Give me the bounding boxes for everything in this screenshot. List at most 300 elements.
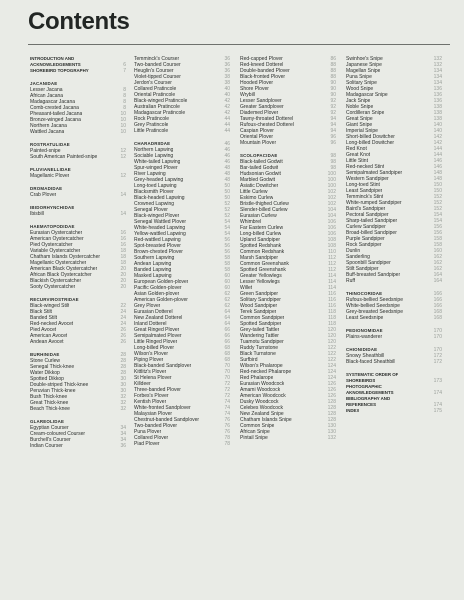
page-number: 10 (120, 111, 126, 117)
page-number: 148 (433, 170, 442, 176)
entry-name: American Oystercatcher (30, 236, 84, 242)
entry-name: Temminck's Stint (346, 194, 384, 200)
entry-name: Black-faced Sheathbill (346, 359, 396, 365)
page-number: 62 (224, 291, 230, 297)
entry-name: Rock Sandpiper (346, 242, 382, 248)
entry-name: Violet-tipped Courser (134, 74, 181, 80)
page-number: 100 (327, 177, 336, 183)
entry-name: Shore Plover (240, 86, 269, 92)
page-number: 128 (327, 405, 336, 411)
page-number: 132 (433, 56, 442, 62)
entry-name: Tawny-throated Dotterel (240, 116, 294, 122)
entry-name: Great Thick-knee (30, 400, 69, 406)
entry-name: Greater Yellowlegs (240, 273, 282, 279)
entry-name: Marbled Godwit (240, 177, 276, 183)
entry-name: Long-toed Stint (346, 182, 380, 188)
page-number: 134 (433, 74, 442, 80)
page-number: 162 (433, 254, 442, 260)
entry-name: Two-banded Courser (134, 62, 181, 68)
entry-name: CHIONIDIDAE (346, 347, 378, 352)
entry-name: THINOCORIDAE (346, 291, 383, 296)
page-number: 156 (433, 224, 442, 230)
page-number: 170 (433, 347, 442, 353)
page-number: 112 (328, 261, 336, 267)
contents-entry (30, 192, 126, 198)
entry-name: PLUVIANELLIDAE (30, 167, 71, 172)
entry-name: AKNOWLEDGEMENTS (346, 390, 394, 395)
entry-name: Pectoral Sandpiper (346, 212, 389, 218)
entry-name: Spotted Sandpiper (240, 321, 282, 327)
page-number: 160 (433, 248, 442, 254)
entry-name: Puna Snipe (346, 74, 372, 80)
page-number: 46 (224, 147, 230, 153)
page-number: 60 (224, 279, 230, 285)
page-number: 116 (328, 297, 336, 303)
entry-name: Swinhoe's Snipe (346, 56, 383, 62)
entry-name: Little Ringed Plover (134, 339, 178, 345)
entry-name: White-headed Lapwing (134, 225, 186, 231)
entry-name: Wandering Tattler (240, 333, 279, 339)
entry-name: Little Curlew (240, 189, 268, 195)
page-number: 138 (433, 110, 442, 116)
page-number: 138 (433, 104, 442, 110)
page-number: 144 (433, 146, 442, 152)
entry-name: Comb-crested Jacana (30, 105, 79, 111)
entry-name: Lesser Jacana (30, 87, 63, 93)
entry-name: River Lapwing (134, 171, 166, 177)
page-number: 78 (224, 435, 230, 441)
page-number: 150 (433, 182, 442, 188)
entry-name: European Golden-plover (134, 279, 189, 285)
page-number: 122 (327, 351, 336, 357)
entry-name: Pacific Golden-plover (134, 285, 182, 291)
entry-name: Snowy Sheathbill (346, 353, 385, 359)
page-number: 68 (224, 345, 230, 351)
page-number: 92 (330, 104, 336, 110)
contents-entry (30, 339, 126, 345)
page-number: 12 (120, 148, 126, 154)
contents-section (30, 167, 126, 179)
page-number: 44 (224, 116, 230, 122)
entry-name: Least Sandpiper (346, 188, 383, 194)
entry-name: Eurasian Curlew (240, 213, 277, 219)
contents-entry (134, 128, 230, 134)
page-number: 148 (433, 176, 442, 182)
entry-name: Peruvian Thick-knee (30, 388, 76, 394)
page-number: 7 (123, 68, 126, 74)
entry-name: Curlew Sandpiper (346, 224, 386, 230)
page-number: 32 (120, 400, 126, 406)
page-number: 54 (224, 219, 230, 225)
entry-name: Kittlitz's Plover (134, 369, 167, 375)
page-number: 46 (224, 141, 230, 147)
entry-name: Bush Thick-knee (30, 394, 68, 400)
page-number: 172 (433, 359, 442, 365)
page-number: 24 (120, 309, 126, 315)
page-number: 158 (433, 242, 442, 248)
page-number: 14 (120, 192, 126, 198)
entry-name: Crab Plover (30, 192, 57, 198)
page-number: 94 (330, 128, 336, 134)
entry-name: Black Stilt (30, 309, 52, 315)
entry-name: Killdeer (134, 381, 151, 387)
entry-name: Piad Plover (134, 441, 160, 447)
page-number: 116 (328, 291, 336, 297)
entry-name: Spoonbill Sandpiper (346, 260, 391, 266)
entry-name: Black-winged Plover (134, 213, 180, 219)
page-number: 28 (120, 364, 126, 370)
entry-name: Puna Plover (134, 429, 162, 435)
entry-name: Bronze-winged Jacana (30, 117, 81, 123)
entry-name: Senegal Wattled Plover (134, 219, 187, 225)
entry-name: Upland Sandpiper (240, 237, 281, 243)
page-number: 74 (224, 411, 230, 417)
entry-name: Kentish Plover (134, 399, 167, 405)
page-number: 112 (328, 255, 336, 261)
page-number: 32 (120, 406, 126, 412)
entry-name: Ruff (346, 278, 356, 284)
page-number: 114 (328, 285, 336, 291)
entry-name: Grey-tailed Tattler (240, 327, 280, 333)
page-number: 48 (224, 171, 230, 177)
contents-entry (30, 406, 126, 412)
entry-name: Lesser Sandplover (240, 98, 282, 104)
entry-name: Indian Courser (30, 443, 63, 449)
entry-name: INTRODUCTION AND (30, 56, 75, 61)
entry-name: American Black Oystercatcher (30, 266, 98, 272)
page-number: 26 (120, 333, 126, 339)
page-number: 36 (120, 443, 126, 449)
page-number: 92 (330, 110, 336, 116)
contents-section (346, 56, 442, 284)
page-number: 156 (433, 230, 442, 236)
entry-name: Jerdon's Courser (134, 80, 172, 86)
entry-name: Sanderling (346, 254, 370, 260)
page-number: 144 (433, 152, 442, 158)
page-number: 138 (433, 116, 442, 122)
entry-name: Blackish Oystercatcher (30, 278, 82, 284)
page-number: 102 (327, 195, 336, 201)
page-number: 76 (224, 423, 230, 429)
entry-name: Bristle-thighed Curlew (240, 201, 289, 207)
contents-section (30, 419, 126, 449)
page-number: 128 (327, 411, 336, 417)
entry-name: Hudsonian Godwit (240, 171, 281, 177)
contents-entry (30, 211, 126, 217)
entry-name: Forbes's Plover (134, 393, 169, 399)
entry-name: Andean Avocet (30, 339, 64, 345)
page-number: 76 (224, 429, 230, 435)
entry-name: Solitary Snipe (346, 80, 377, 86)
page-number: 90 (330, 80, 336, 86)
page-number: 8 (123, 87, 126, 93)
entry-name: Long-toed Lapwing (134, 183, 177, 189)
page-number: 62 (224, 297, 230, 303)
page-number: 34 (120, 437, 126, 443)
entry-name: Spotted Dikkop (30, 376, 64, 382)
entry-name: Brown-chested Plover (134, 249, 183, 255)
entry-name: BIBLIOGRAPHY AND (346, 396, 391, 401)
entry-name: ACKNOWLEDGEMENTS (30, 62, 81, 67)
entry-name: Buff-breasted Sandpiper (346, 272, 401, 278)
page-number: 102 (327, 189, 336, 195)
page-number: 128 (327, 417, 336, 423)
entry-name: Celebes Woodcock (240, 405, 283, 411)
page-number: 12 (120, 173, 126, 179)
page-number: 52 (224, 201, 230, 207)
entry-name: Plains-wanderer (346, 334, 383, 340)
entry-name: REFERENCES (346, 402, 377, 407)
page-number: 136 (433, 98, 442, 104)
contents-section (30, 224, 126, 290)
contents-entry (30, 284, 126, 290)
page-number: 114 (328, 273, 336, 279)
entry-name: Malaysian Plover (134, 411, 173, 417)
contents-section (30, 352, 126, 412)
entry-name: New Zealand Dotterel (134, 315, 183, 321)
entry-name: Dusky Woodcock (240, 399, 279, 405)
page-number: 70 (224, 375, 230, 381)
contents-section (30, 205, 126, 217)
contents-entry (346, 315, 442, 321)
entry-name: Red-wattled Lapwing (134, 237, 181, 243)
entry-name: Semipalmated Plover (134, 333, 182, 339)
contents-column-4 (346, 56, 442, 421)
entry-name: Japanese Snipe (346, 62, 382, 68)
page-number: 68 (224, 351, 230, 357)
entry-name: Diademed Plover (240, 110, 279, 116)
entry-name: Common Sandpiper (240, 315, 285, 321)
page-number: 134 (433, 80, 442, 86)
page-number: 166 (433, 297, 442, 303)
page-number: 106 (327, 225, 336, 231)
entry-name: Wrybill (240, 92, 255, 98)
page-number: 14 (120, 211, 126, 217)
entry-name: Rufous-bellied Seedsnipe (346, 297, 403, 303)
entry-name: Eurasian Woodcock (240, 381, 285, 387)
page-number: 168 (433, 315, 442, 321)
entry-name: Grey Pratincole (134, 122, 169, 128)
entry-name: Piping Plover (134, 357, 164, 363)
entry-name: Common Snipe (240, 423, 275, 429)
entry-name: Temminck's Courser (134, 56, 180, 62)
page-number: 12 (120, 154, 126, 160)
page-number: 116 (328, 303, 336, 309)
page-number: 124 (327, 369, 336, 375)
page-number: 152 (433, 194, 442, 200)
page-number: 122 (327, 357, 336, 363)
page-number: 142 (433, 140, 442, 146)
contents-section (30, 142, 126, 160)
entry-name: Chestnut-banded Sandplover (134, 417, 200, 423)
page-number: 30 (120, 376, 126, 382)
page-number: 114 (328, 279, 336, 285)
contents-section (30, 81, 126, 135)
page-number: 66 (224, 327, 230, 333)
entry-name: Blacksmith Plover (134, 189, 174, 195)
page-number: 60 (224, 273, 230, 279)
page-number: 96 (330, 140, 336, 146)
entry-name: Senegal Thick-knee (30, 364, 75, 370)
page-number: 78 (224, 441, 230, 447)
page-number: 44 (224, 122, 230, 128)
page-number: 164 (433, 272, 442, 278)
entry-name: CHARADRIIDAE (134, 141, 171, 146)
entry-name: GLAREOLIDAE (30, 419, 65, 424)
page-number: 20 (120, 266, 126, 272)
page-number: 166 (433, 291, 442, 297)
page-number: 36 (224, 62, 230, 68)
page-number: 98 (330, 159, 336, 165)
entry-name: SHOREBIRDS (346, 378, 376, 383)
entry-name: SHOREBIRD TOPOGRAPHY (30, 68, 89, 73)
entry-name: Chatham Islands Oystercatcher (30, 254, 101, 260)
entry-name: Eskimo Curlew (240, 195, 274, 201)
entry-name: Wattled Jacana (30, 129, 65, 135)
page-number: 130 (327, 423, 336, 429)
entry-name: Caspian Plover (240, 128, 274, 134)
page-number: 64 (224, 309, 230, 315)
page-number: 40 (224, 86, 230, 92)
contents-section (30, 297, 126, 345)
page-number: 18 (120, 254, 126, 260)
entry-name: Eurasian Dotterel (134, 309, 173, 315)
page-number: 126 (327, 387, 336, 393)
entry-name: Red-kneed Dotterel (240, 62, 284, 68)
entry-name: Pintail Snipe (240, 435, 268, 441)
page-number: 36 (224, 56, 230, 62)
entry-name: American Avocet (30, 333, 68, 339)
page-number: 10 (120, 129, 126, 135)
page-number: 28 (120, 358, 126, 364)
entry-name: Magellanic Plover (30, 173, 70, 179)
page-number: 16 (120, 242, 126, 248)
entry-name: Black-tailed Godwit (240, 159, 283, 165)
entry-name: Tuamotu Sandpiper (240, 339, 284, 345)
page-number: 136 (433, 86, 442, 92)
page-number: 146 (433, 164, 442, 170)
page-number: 118 (328, 315, 336, 321)
entry-name: Lesser Yellowlegs (240, 279, 280, 285)
page-number: 24 (120, 321, 126, 327)
entry-name: Spotted Greenshank (240, 267, 286, 273)
contents-column-2 (134, 56, 230, 454)
page-number: 120 (327, 327, 336, 333)
page-number: 128 (327, 399, 336, 405)
contents-entry (346, 359, 442, 365)
entry-name: SYSTEMATIC ORDER OF (346, 372, 399, 377)
page-number: 24 (120, 315, 126, 321)
page-number: 72 (224, 387, 230, 393)
entry-name: Three-banded Plover (134, 387, 181, 393)
entry-name: PEDIONOMIDAE (346, 328, 383, 333)
entry-name: Asiatic Dowitcher (240, 183, 279, 189)
page-number: 74 (224, 405, 230, 411)
contents-column-1 (30, 56, 126, 456)
entry-name: Red-necked Stint (346, 164, 385, 170)
entry-name: African Snipe (240, 429, 270, 435)
entry-name: Semipalmated Sandpiper (346, 170, 403, 176)
entry-name: Spot-breasted Plover (134, 243, 181, 249)
page-number: 120 (327, 339, 336, 345)
page-number: 42 (224, 98, 230, 104)
entry-name: Long-billed Dowitcher (346, 140, 395, 146)
entry-name: Two-banded Plover (134, 423, 178, 429)
page-number: 54 (224, 225, 230, 231)
page-number: 52 (224, 207, 230, 213)
entry-name: St Helena Plover (134, 375, 172, 381)
entry-name: American Golden-plover (134, 297, 188, 303)
page-number: 56 (224, 237, 230, 243)
page-number: 118 (328, 321, 336, 327)
page-number: 58 (224, 267, 230, 273)
entry-name: Purple Sandpiper (346, 236, 385, 242)
page-number: 50 (224, 195, 230, 201)
entry-name: Whimbrel (240, 219, 262, 225)
entry-name: Bar-tailed Godwit (240, 165, 279, 171)
entry-name: Andean Lapwing (134, 261, 172, 267)
page-number: 16 (120, 230, 126, 236)
page-number: 174 (433, 390, 442, 396)
page-number: 162 (433, 260, 442, 266)
entry-name: HAEMATOPODIDAE (30, 224, 75, 229)
page-number: 100 (327, 171, 336, 177)
page-number: 72 (224, 381, 230, 387)
page-number: 173 (433, 378, 442, 384)
entry-name: RECURVIROSTRIDAE (30, 297, 79, 302)
page-number: 86 (330, 56, 336, 62)
page-number: 16 (120, 236, 126, 242)
page-number: 118 (328, 309, 336, 315)
page-number: 158 (433, 236, 442, 242)
entry-name: Magellanic Oystercatcher (30, 260, 87, 266)
entry-name: Hooded Plover (240, 80, 274, 86)
page-number: 132 (433, 62, 442, 68)
page-number: 98 (330, 165, 336, 171)
entry-name: Eurasian Oystercatcher (30, 230, 83, 236)
entry-name: Broad-billed Sandpiper (346, 230, 397, 236)
contents-entry (346, 278, 442, 284)
page-number: 76 (224, 417, 230, 423)
page-number: 30 (120, 388, 126, 394)
entry-name: Cordilleran Snipe (346, 110, 385, 116)
entry-name: Baird's Sandpiper (346, 206, 386, 212)
contents-section (134, 56, 230, 134)
page-number: 56 (224, 249, 230, 255)
entry-name: Asian Golden-plover (134, 291, 180, 297)
page-number: 136 (433, 92, 442, 98)
entry-name: Stone Curlew (30, 358, 61, 364)
entry-name: Little Pratincole (134, 128, 169, 134)
contents-entry (30, 154, 126, 160)
page-number: 30 (120, 382, 126, 388)
page-number: 175 (433, 408, 442, 414)
entry-name: Stilt Sandpiper (346, 266, 379, 272)
entry-name: Mountain Plover (240, 140, 277, 146)
entry-name: Collared Pratincole (134, 86, 177, 92)
entry-name: Inland Dotterel (134, 321, 167, 327)
page-number: 50 (224, 183, 230, 189)
entry-name: Red Phalarope (240, 375, 274, 381)
page-number: 36 (224, 68, 230, 74)
entry-name: Little Stint (346, 158, 368, 164)
page-number: 8 (123, 93, 126, 99)
entry-name: Black-winged Stilt (30, 303, 70, 309)
contents-entry (346, 334, 442, 340)
contents-entry (240, 140, 336, 146)
page-number: 8 (123, 105, 126, 111)
entry-name: Collared Plover (134, 435, 169, 441)
